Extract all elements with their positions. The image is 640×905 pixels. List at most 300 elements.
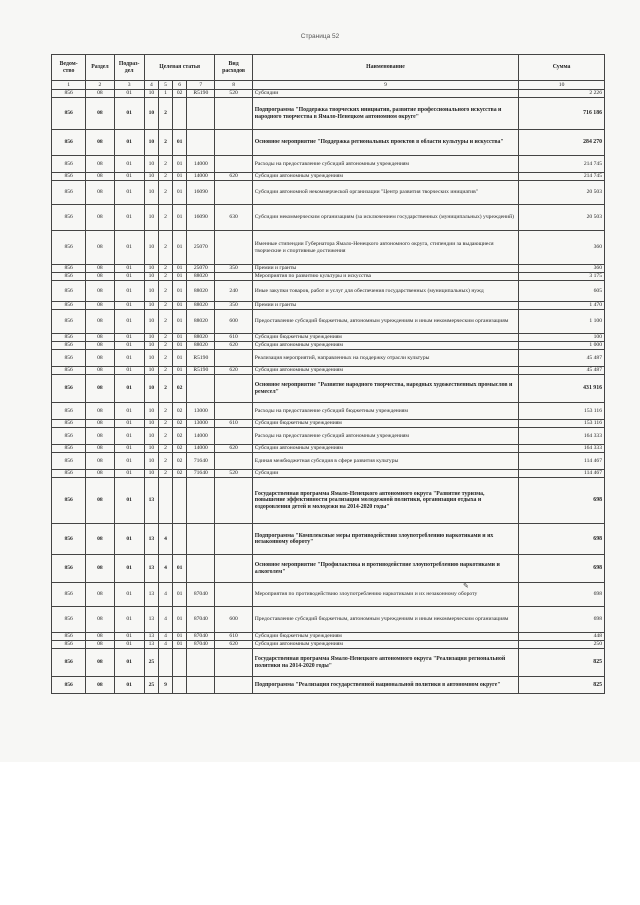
table-row <box>52 156 605 173</box>
name-cell: Субсидии автономным учреждениям <box>252 641 518 649</box>
name-cell: Расходы на предоставление субсидий автономным учреждениям <box>252 156 518 173</box>
event-cell: 01 <box>173 156 187 173</box>
program-cell: 10 <box>144 310 158 334</box>
table-row <box>52 265 605 273</box>
budget-table <box>51 54 605 694</box>
sum-cell: 164 333 <box>519 428 605 445</box>
expense-type-cell <box>215 156 252 173</box>
razdel-cell: 08 <box>86 445 114 453</box>
ved-cell: 856 <box>52 302 86 310</box>
table-row <box>52 420 605 428</box>
table-row <box>52 478 605 524</box>
name-cell: Субсидии некоммерческим организациям (за исключением государственных (муниципальных) учреждений) <box>252 205 518 231</box>
sum-cell: 45 487 <box>519 350 605 367</box>
name-cell: Субсидии бюджетным учреждениям <box>252 420 518 428</box>
podrazdel-cell: 01 <box>114 375 144 403</box>
ved-cell: 856 <box>52 607 86 633</box>
header-tselevaya: Целевая статья <box>144 55 215 81</box>
program-cell: 10 <box>144 181 158 205</box>
program-cell: 13 <box>144 478 158 524</box>
event-cell: 01 <box>173 555 187 583</box>
table-row <box>52 453 605 470</box>
expense-type-cell <box>215 98 252 130</box>
direction-cell: 13000 <box>187 403 215 420</box>
expense-type-cell <box>215 403 252 420</box>
event-cell: 01 <box>173 273 187 281</box>
event-cell <box>173 524 187 555</box>
sum-cell: 153 116 <box>519 403 605 420</box>
event-cell <box>173 649 187 677</box>
expense-type-cell: 350 <box>215 302 252 310</box>
program-cell: 13 <box>144 607 158 633</box>
razdel-cell: 08 <box>86 156 114 173</box>
program-cell: 10 <box>144 173 158 181</box>
program-cell: 13 <box>144 633 158 641</box>
name-cell: Субсидии автономной некоммерческой организации "Центр развития творческих инициатив" <box>252 181 518 205</box>
razdel-cell: 08 <box>86 677 114 694</box>
razdel-cell: 08 <box>86 302 114 310</box>
ved-cell: 856 <box>52 367 86 375</box>
header-ved: Ведом-ство <box>52 55 86 81</box>
expense-type-cell <box>215 453 252 470</box>
name-cell: Субсидии бюджетным учреждениям <box>252 633 518 641</box>
expense-type-cell <box>215 583 252 607</box>
podrazdel-cell: 01 <box>114 555 144 583</box>
subprogram-cell: 4 <box>158 555 172 583</box>
subprogram-cell: 2 <box>158 342 172 350</box>
razdel-cell: 08 <box>86 649 114 677</box>
subprogram-cell: 2 <box>158 130 172 156</box>
razdel-cell: 08 <box>86 583 114 607</box>
table-row <box>52 334 605 342</box>
col-number: 7 <box>187 81 215 90</box>
sum-cell: 153 116 <box>519 420 605 428</box>
event-cell: 01 <box>173 641 187 649</box>
sum-cell: 698 <box>519 583 605 607</box>
sum-cell: 431 916 <box>519 375 605 403</box>
name-cell: Премии и гранты <box>252 302 518 310</box>
direction-cell: 14000 <box>187 428 215 445</box>
expense-type-cell <box>215 273 252 281</box>
direction-cell: R5190 <box>187 350 215 367</box>
podrazdel-cell: 01 <box>114 334 144 342</box>
name-cell: Субсидии автономным учреждениям <box>252 367 518 375</box>
podrazdel-cell: 01 <box>114 367 144 375</box>
expense-type-cell: 520 <box>215 90 252 98</box>
expense-type-cell: 620 <box>215 641 252 649</box>
razdel-cell: 08 <box>86 98 114 130</box>
table-row <box>52 173 605 181</box>
table-row <box>52 205 605 231</box>
razdel-cell: 08 <box>86 524 114 555</box>
sum-cell: 825 <box>519 649 605 677</box>
sum-cell: 114 467 <box>519 453 605 470</box>
program-cell: 13 <box>144 555 158 583</box>
subprogram-cell: 4 <box>158 583 172 607</box>
ved-cell: 856 <box>52 428 86 445</box>
subprogram-cell: 2 <box>158 310 172 334</box>
name-cell: Предоставление субсидий бюджетным, автономным учреждениям и иным некоммерческим организациям <box>252 310 518 334</box>
ved-cell: 856 <box>52 281 86 302</box>
col-number: 2 <box>86 81 114 90</box>
subprogram-cell: 2 <box>158 173 172 181</box>
program-cell: 13 <box>144 583 158 607</box>
podrazdel-cell: 01 <box>114 281 144 302</box>
subprogram-cell: 2 <box>158 334 172 342</box>
direction-cell <box>187 98 215 130</box>
name-cell: Подпрограмма "Реализация государственной национальной политики в автономном округе" <box>252 677 518 694</box>
ved-cell: 856 <box>52 470 86 478</box>
expense-type-cell <box>215 350 252 367</box>
subprogram-cell: 2 <box>158 273 172 281</box>
subprogram-cell: 2 <box>158 403 172 420</box>
direction-cell: 16090 <box>187 205 215 231</box>
event-cell: 01 <box>173 231 187 265</box>
table-row <box>52 130 605 156</box>
name-cell: Субсидии автономным учреждениям <box>252 445 518 453</box>
subprogram-cell: 2 <box>158 350 172 367</box>
podrazdel-cell: 01 <box>114 205 144 231</box>
sum-cell: 2 226 <box>519 90 605 98</box>
event-cell: 01 <box>173 607 187 633</box>
subprogram-cell: 2 <box>158 231 172 265</box>
header-sum: Сумма <box>519 55 605 81</box>
ved-cell: 856 <box>52 524 86 555</box>
ved-cell: 856 <box>52 156 86 173</box>
sum-cell: 698 <box>519 524 605 555</box>
ved-cell: 856 <box>52 205 86 231</box>
name-cell: Подпрограмма "Поддержка творческих инициатив, развитие профессионального искусства и народного творчества в Ямало-Ненецком автономном округе" <box>252 98 518 130</box>
direction-cell: 14000 <box>187 173 215 181</box>
sum-cell: 214 745 <box>519 156 605 173</box>
expense-type-cell: 620 <box>215 367 252 375</box>
header-podrazdel: Подраз-дел <box>114 55 144 81</box>
table-row <box>52 403 605 420</box>
razdel-cell: 08 <box>86 273 114 281</box>
ved-cell: 856 <box>52 677 86 694</box>
event-cell: 01 <box>173 205 187 231</box>
event-cell: 01 <box>173 265 187 273</box>
razdel-cell: 08 <box>86 420 114 428</box>
subprogram-cell: 1 <box>158 90 172 98</box>
podrazdel-cell: 01 <box>114 453 144 470</box>
podrazdel-cell: 01 <box>114 445 144 453</box>
event-cell: 01 <box>173 334 187 342</box>
event-cell: 01 <box>173 281 187 302</box>
subprogram-cell: 2 <box>158 265 172 273</box>
sum-cell: 1 000 <box>519 342 605 350</box>
razdel-cell: 08 <box>86 130 114 156</box>
table-row <box>52 470 605 478</box>
table-row <box>52 641 605 649</box>
program-cell: 10 <box>144 453 158 470</box>
subprogram-cell: 2 <box>158 281 172 302</box>
razdel-cell: 08 <box>86 403 114 420</box>
podrazdel-cell: 01 <box>114 130 144 156</box>
direction-cell: R5190 <box>187 90 215 98</box>
event-cell: 02 <box>173 420 187 428</box>
program-cell: 10 <box>144 403 158 420</box>
program-cell: 10 <box>144 231 158 265</box>
table-row <box>52 231 605 265</box>
header-vid: Вид расходов <box>215 55 252 81</box>
col-number: 5 <box>158 81 172 90</box>
event-cell: 01 <box>173 342 187 350</box>
direction-cell: 88020 <box>187 281 215 302</box>
razdel-cell: 08 <box>86 265 114 273</box>
program-cell: 10 <box>144 342 158 350</box>
name-cell: Основное мероприятие "Поддержка региональных проектов в области культуры и искусства" <box>252 130 518 156</box>
subprogram-cell: 4 <box>158 641 172 649</box>
ved-cell: 856 <box>52 641 86 649</box>
name-cell: Именные стипендии Губернатора Ямало-Ненецкого автономного округа, стипендии за выдающиеся творческие и спортивные достижения <box>252 231 518 265</box>
podrazdel-cell: 01 <box>114 641 144 649</box>
expense-type-cell: 240 <box>215 281 252 302</box>
column-number-row <box>52 81 605 90</box>
podrazdel-cell: 01 <box>114 677 144 694</box>
event-cell: 01 <box>173 633 187 641</box>
event-cell: 01 <box>173 302 187 310</box>
program-cell: 10 <box>144 90 158 98</box>
program-cell: 13 <box>144 524 158 555</box>
direction-cell: 87040 <box>187 641 215 649</box>
ved-cell: 856 <box>52 583 86 607</box>
sum-cell: 20 503 <box>519 181 605 205</box>
ved-cell: 856 <box>52 231 86 265</box>
name-cell: Реализация мероприятий, направленных на поддержку отрасли культуры <box>252 350 518 367</box>
direction-cell: 25070 <box>187 265 215 273</box>
sum-cell: 360 <box>519 231 605 265</box>
subprogram-cell: 2 <box>158 156 172 173</box>
col-number: 9 <box>252 81 518 90</box>
ved-cell: 856 <box>52 334 86 342</box>
col-number: 3 <box>114 81 144 90</box>
program-cell: 10 <box>144 265 158 273</box>
expense-type-cell <box>215 428 252 445</box>
subprogram-cell: 2 <box>158 98 172 130</box>
table-row <box>52 445 605 453</box>
subprogram-cell: 2 <box>158 375 172 403</box>
table-row <box>52 649 605 677</box>
podrazdel-cell: 01 <box>114 156 144 173</box>
sum-cell: 214 745 <box>519 173 605 181</box>
table-row <box>52 90 605 98</box>
sum-cell: 716 186 <box>519 98 605 130</box>
direction-cell <box>187 478 215 524</box>
razdel-cell: 08 <box>86 607 114 633</box>
ved-cell: 856 <box>52 130 86 156</box>
podrazdel-cell: 01 <box>114 420 144 428</box>
name-cell: Государственная программа Ямало-Ненецкого автономного округа "Реализация региональной политики на 2014-2020 годы" <box>252 649 518 677</box>
expense-type-cell: 600 <box>215 310 252 334</box>
program-cell: 10 <box>144 273 158 281</box>
program-cell: 10 <box>144 350 158 367</box>
ved-cell: 856 <box>52 478 86 524</box>
program-cell: 10 <box>144 470 158 478</box>
direction-cell: 14000 <box>187 445 215 453</box>
sum-cell: 250 <box>519 641 605 649</box>
sum-cell: 360 <box>519 265 605 273</box>
sum-cell: 100 <box>519 334 605 342</box>
subprogram-cell: 2 <box>158 445 172 453</box>
sum-cell: 45 487 <box>519 367 605 375</box>
table-row <box>52 367 605 375</box>
table-row <box>52 302 605 310</box>
event-cell: 01 <box>173 310 187 334</box>
direction-cell: 87040 <box>187 633 215 641</box>
table-row <box>52 350 605 367</box>
event-cell: 01 <box>173 583 187 607</box>
expense-type-cell: 610 <box>215 334 252 342</box>
program-cell: 10 <box>144 367 158 375</box>
razdel-cell: 08 <box>86 641 114 649</box>
direction-cell <box>187 524 215 555</box>
subprogram-cell: 2 <box>158 205 172 231</box>
name-cell: Единая межбюджетная субсидия в сфере развития культуры <box>252 453 518 470</box>
table-row <box>52 555 605 583</box>
podrazdel-cell: 01 <box>114 649 144 677</box>
podrazdel-cell: 01 <box>114 231 144 265</box>
expense-type-cell <box>215 375 252 403</box>
subprogram-cell: 2 <box>158 420 172 428</box>
ved-cell: 856 <box>52 173 86 181</box>
name-cell: Субсидии <box>252 90 518 98</box>
name-cell: Основное мероприятие "Развитие народного творчества, народных художественных промыслов и ремесел" <box>252 375 518 403</box>
ved-cell: 856 <box>52 98 86 130</box>
event-cell: 02 <box>173 453 187 470</box>
direction-cell <box>187 649 215 677</box>
expense-type-cell <box>215 231 252 265</box>
sum-cell: 1 100 <box>519 310 605 334</box>
name-cell: Иные закупки товаров, работ и услуг для обеспечения государственных (муниципальных) нужд <box>252 281 518 302</box>
razdel-cell: 08 <box>86 90 114 98</box>
program-cell: 10 <box>144 98 158 130</box>
event-cell: 02 <box>173 428 187 445</box>
subprogram-cell: 4 <box>158 633 172 641</box>
podrazdel-cell: 01 <box>114 273 144 281</box>
ved-cell: 856 <box>52 555 86 583</box>
program-cell: 10 <box>144 205 158 231</box>
program-cell: 10 <box>144 302 158 310</box>
ved-cell: 856 <box>52 633 86 641</box>
name-cell: Расходы на предоставление субсидий автономным учреждениям <box>252 428 518 445</box>
direction-cell: 87040 <box>187 607 215 633</box>
subprogram-cell: 2 <box>158 428 172 445</box>
subprogram-cell: 2 <box>158 453 172 470</box>
podrazdel-cell: 01 <box>114 310 144 334</box>
ved-cell: 856 <box>52 375 86 403</box>
program-cell: 10 <box>144 156 158 173</box>
razdel-cell: 08 <box>86 453 114 470</box>
ved-cell: 856 <box>52 90 86 98</box>
event-cell: 02 <box>173 375 187 403</box>
sum-cell: 698 <box>519 478 605 524</box>
ved-cell: 856 <box>52 273 86 281</box>
direction-cell: 88020 <box>187 273 215 281</box>
event-cell <box>173 98 187 130</box>
name-cell: Мероприятия по противодействию злоупотреблению наркотиками и их незаконному обороту <box>252 583 518 607</box>
direction-cell: 88020 <box>187 310 215 334</box>
table-row <box>52 524 605 555</box>
razdel-cell: 08 <box>86 281 114 302</box>
table-row <box>52 273 605 281</box>
ved-cell: 856 <box>52 403 86 420</box>
name-cell: Субсидии бюджетным учреждениям <box>252 334 518 342</box>
col-number: 4 <box>144 81 158 90</box>
subprogram-cell: 2 <box>158 302 172 310</box>
expense-type-cell: 350 <box>215 265 252 273</box>
sum-cell: 284 270 <box>519 130 605 156</box>
ved-cell: 856 <box>52 310 86 334</box>
ved-cell: 856 <box>52 265 86 273</box>
podrazdel-cell: 01 <box>114 181 144 205</box>
sum-cell: 698 <box>519 555 605 583</box>
expense-type-cell <box>215 524 252 555</box>
table-row <box>52 607 605 633</box>
direction-cell: 13000 <box>187 420 215 428</box>
direction-cell <box>187 130 215 156</box>
ved-cell: 856 <box>52 342 86 350</box>
direction-cell: 14000 <box>187 156 215 173</box>
expense-type-cell: 620 <box>215 342 252 350</box>
direction-cell: 88020 <box>187 342 215 350</box>
expense-type-cell: 630 <box>215 205 252 231</box>
event-cell <box>173 677 187 694</box>
sum-cell: 1 470 <box>519 302 605 310</box>
header-name: Наименование <box>252 55 518 81</box>
name-cell: Субсидии автономным учреждениям <box>252 173 518 181</box>
event-cell: 01 <box>173 350 187 367</box>
program-cell: 13 <box>144 641 158 649</box>
razdel-cell: 08 <box>86 334 114 342</box>
program-cell: 25 <box>144 649 158 677</box>
expense-type-cell: 620 <box>215 445 252 453</box>
expense-type-cell <box>215 555 252 583</box>
direction-cell: 87040 <box>187 583 215 607</box>
table-row <box>52 583 605 607</box>
razdel-cell: 08 <box>86 478 114 524</box>
direction-cell: 71640 <box>187 453 215 470</box>
program-cell: 10 <box>144 445 158 453</box>
event-cell: 02 <box>173 445 187 453</box>
name-cell: Основное мероприятие "Профилактика и противодействие злоупотреблению наркотиками и алкоголем" <box>252 555 518 583</box>
direction-cell: R5190 <box>187 367 215 375</box>
sum-cell: 825 <box>519 677 605 694</box>
name-cell: Государственная программа Ямало-Ненецкого автономного округа "Развитие туризма, повышение эффективности реализации молодежной политики, организация отдыха и оздоровления детей и молодежи на 2014-2020 годы" <box>252 478 518 524</box>
podrazdel-cell: 01 <box>114 403 144 420</box>
sum-cell: 114 467 <box>519 470 605 478</box>
podrazdel-cell: 01 <box>114 265 144 273</box>
razdel-cell: 08 <box>86 470 114 478</box>
ved-cell: 856 <box>52 445 86 453</box>
sum-cell: 3 175 <box>519 273 605 281</box>
razdel-cell: 08 <box>86 231 114 265</box>
podrazdel-cell: 01 <box>114 470 144 478</box>
podrazdel-cell: 01 <box>114 342 144 350</box>
name-cell: Субсидии автономным учреждениям <box>252 342 518 350</box>
podrazdel-cell: 01 <box>114 98 144 130</box>
program-cell: 10 <box>144 130 158 156</box>
sum-cell: 698 <box>519 607 605 633</box>
podrazdel-cell: 01 <box>114 428 144 445</box>
col-number: 1 <box>52 81 86 90</box>
direction-cell: 25070 <box>187 231 215 265</box>
direction-cell: 71640 <box>187 470 215 478</box>
razdel-cell: 08 <box>86 310 114 334</box>
podrazdel-cell: 01 <box>114 583 144 607</box>
event-cell: 01 <box>173 181 187 205</box>
program-cell: 10 <box>144 281 158 302</box>
